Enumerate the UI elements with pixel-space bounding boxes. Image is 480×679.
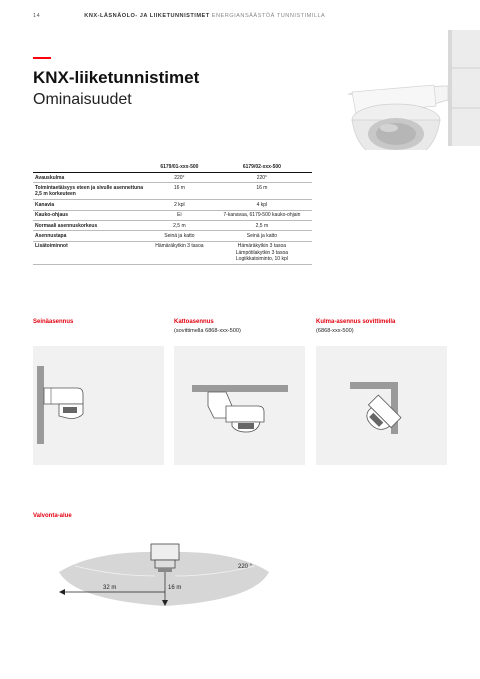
corner-mount-illustration	[316, 346, 447, 465]
accent-bar	[33, 57, 51, 59]
row-value-2: 16 m	[212, 183, 312, 200]
row-value-1: 2,5 m	[147, 221, 212, 231]
spec-col-model-1: 6179/01-xxx-500	[147, 162, 212, 173]
row-label: Kauko-ohjaus	[33, 210, 147, 220]
row-value-2: 220°	[212, 173, 312, 183]
table-row	[33, 173, 312, 183]
row-value-line: Lämpötilakytkin 3 tasoa	[235, 249, 289, 256]
row-value-1: Seinä ja katto	[147, 231, 212, 241]
mounting-ceiling-title: Kattoasennus	[174, 319, 214, 325]
header-section: KNX-LÄSNÄOLO- JA LIIKETUNNISTIMET	[84, 13, 210, 19]
spec-table	[33, 162, 312, 265]
mounting-wall-title: Seinäasennus	[33, 319, 74, 325]
page-header	[33, 13, 325, 19]
row-label: Avauskulma	[33, 173, 147, 183]
zone-angle-label: 220 °	[238, 564, 253, 570]
spec-table-header	[33, 162, 312, 173]
row-label: Toimintaetäisyys eteen ja sivulle asennettuna 2,5 m korkeuteen	[33, 183, 147, 200]
zone-down-distance: 16 m	[168, 585, 182, 591]
row-label: Lisätoiminnot	[33, 241, 147, 264]
spec-col-model-2: 6179/02-xxx-500	[212, 162, 312, 173]
table-row	[33, 241, 312, 264]
detection-zone-diagram	[55, 540, 275, 615]
row-value-2: Seinä ja katto	[212, 231, 312, 241]
spec-col-label	[33, 162, 147, 173]
row-value-1: Ei	[147, 210, 212, 220]
page-number: 14	[33, 13, 41, 19]
zone-left-distance: 32 m	[103, 585, 117, 591]
header-subsection: ENERGIANSÄÄSTÖÄ TUNNISTIMILLA	[211, 13, 326, 19]
row-label: Kanavia	[33, 200, 147, 210]
ceiling-mount-illustration	[174, 346, 305, 465]
table-row	[33, 231, 312, 241]
row-value-1: 2 kpl	[147, 200, 212, 210]
mounting-ceiling-diagram	[174, 346, 305, 465]
mounting-corner-title: Kulma-asennus sovittimella	[316, 319, 396, 325]
row-label: Normaali asennuskorkeus	[33, 221, 147, 231]
row-value-line: Logiikkatoiminto, 10 kpl	[235, 255, 288, 262]
mounting-wall-diagram	[33, 346, 164, 465]
row-label: Asennustapa	[33, 231, 147, 241]
row-value-2	[212, 241, 312, 264]
mounting-corner-subtitle: (6868-xxx-500)	[316, 328, 354, 334]
table-row	[33, 200, 312, 210]
row-value-2: 7-kanavaa, 6179-500 kauko-ohjain	[212, 210, 312, 220]
product-image	[330, 30, 480, 150]
mounting-ceiling-subtitle: (sovittimella 6868-xxx-500)	[174, 328, 241, 334]
table-row	[33, 210, 312, 220]
wall-mount-illustration	[33, 346, 164, 465]
row-value-2: 4 kpl	[212, 200, 312, 210]
page-subtitle: Ominaisuudet	[33, 91, 132, 108]
page-title: KNX-liiketunnistimet	[33, 68, 200, 87]
row-value-1: 16 m	[147, 183, 212, 200]
mounting-corner-diagram	[316, 346, 447, 465]
row-value-2: 2,5 m	[212, 221, 312, 231]
row-value-1: Hämäräkytkin 3 tasoa	[147, 241, 212, 264]
zone-title: Valvonta-alue	[33, 513, 72, 519]
table-row	[33, 221, 312, 231]
row-value-line: Hämäräkytkin 3 tasoa	[237, 243, 287, 250]
table-row	[33, 183, 312, 200]
row-value-1: 220°	[147, 173, 212, 183]
